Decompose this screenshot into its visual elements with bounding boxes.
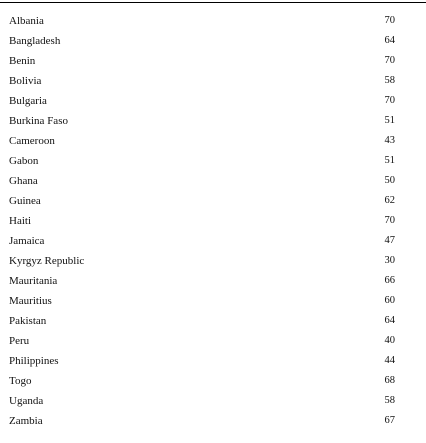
table-row xyxy=(9,251,395,271)
country-name: Gabon xyxy=(9,155,39,167)
top-rule xyxy=(0,2,426,3)
table-row xyxy=(9,91,395,111)
country-name: Togo xyxy=(9,375,32,387)
table-row xyxy=(9,391,395,411)
country-name: Bangladesh xyxy=(9,35,61,47)
country-value: 70 xyxy=(384,15,395,26)
table-row xyxy=(9,51,395,71)
table-row xyxy=(9,311,395,331)
country-value: 70 xyxy=(384,95,395,106)
country-value: 70 xyxy=(384,55,395,66)
country-value: 43 xyxy=(384,135,395,146)
country-value: 64 xyxy=(384,35,395,46)
country-name: Pakistan xyxy=(9,315,47,327)
country-value: 44 xyxy=(384,355,395,366)
country-value: 67 xyxy=(384,415,395,426)
country-name: Cameroon xyxy=(9,135,55,147)
country-value: 68 xyxy=(384,375,395,386)
country-value: 51 xyxy=(384,115,395,126)
country-name: Bolivia xyxy=(9,75,42,87)
country-value: 66 xyxy=(384,275,395,286)
country-name: Albania xyxy=(9,15,44,27)
country-value: 58 xyxy=(384,395,395,406)
country-value: 50 xyxy=(384,175,395,186)
table-row xyxy=(9,351,395,371)
table-row xyxy=(9,171,395,191)
table-row xyxy=(9,191,395,211)
table-row xyxy=(9,291,395,311)
country-value: 60 xyxy=(384,295,395,306)
table-row xyxy=(9,131,395,151)
country-table xyxy=(9,11,395,431)
country-name: Mauritania xyxy=(9,275,58,287)
table-row xyxy=(9,231,395,251)
table-row xyxy=(9,271,395,291)
table-row xyxy=(9,71,395,91)
table-row xyxy=(9,411,395,431)
country-value: 64 xyxy=(384,315,395,326)
table-row xyxy=(9,371,395,391)
table-row xyxy=(9,31,395,51)
table-row xyxy=(9,11,395,31)
country-value: 47 xyxy=(384,235,395,246)
country-name: Zambia xyxy=(9,415,43,427)
table-row xyxy=(9,211,395,231)
country-name: Mauritius xyxy=(9,295,52,307)
country-name: Ghana xyxy=(9,175,38,187)
country-value: 40 xyxy=(384,335,395,346)
country-value: 62 xyxy=(384,195,395,206)
country-name: Burkina Faso xyxy=(9,115,68,127)
country-value: 30 xyxy=(384,255,395,266)
country-name: Benin xyxy=(9,55,36,67)
table-row xyxy=(9,331,395,351)
country-name: Kyrgyz Republic xyxy=(9,255,85,267)
country-name: Jamaica xyxy=(9,235,45,247)
country-name: Uganda xyxy=(9,395,44,407)
country-name: Peru xyxy=(9,335,30,347)
country-value: 58 xyxy=(384,75,395,86)
country-name: Philippines xyxy=(9,355,59,367)
country-name: Haiti xyxy=(9,215,31,227)
country-name: Bulgaria xyxy=(9,95,47,107)
country-name: Guinea xyxy=(9,195,41,207)
table-row xyxy=(9,151,395,171)
table-row xyxy=(9,111,395,131)
country-value: 70 xyxy=(384,215,395,226)
country-value: 51 xyxy=(384,155,395,166)
